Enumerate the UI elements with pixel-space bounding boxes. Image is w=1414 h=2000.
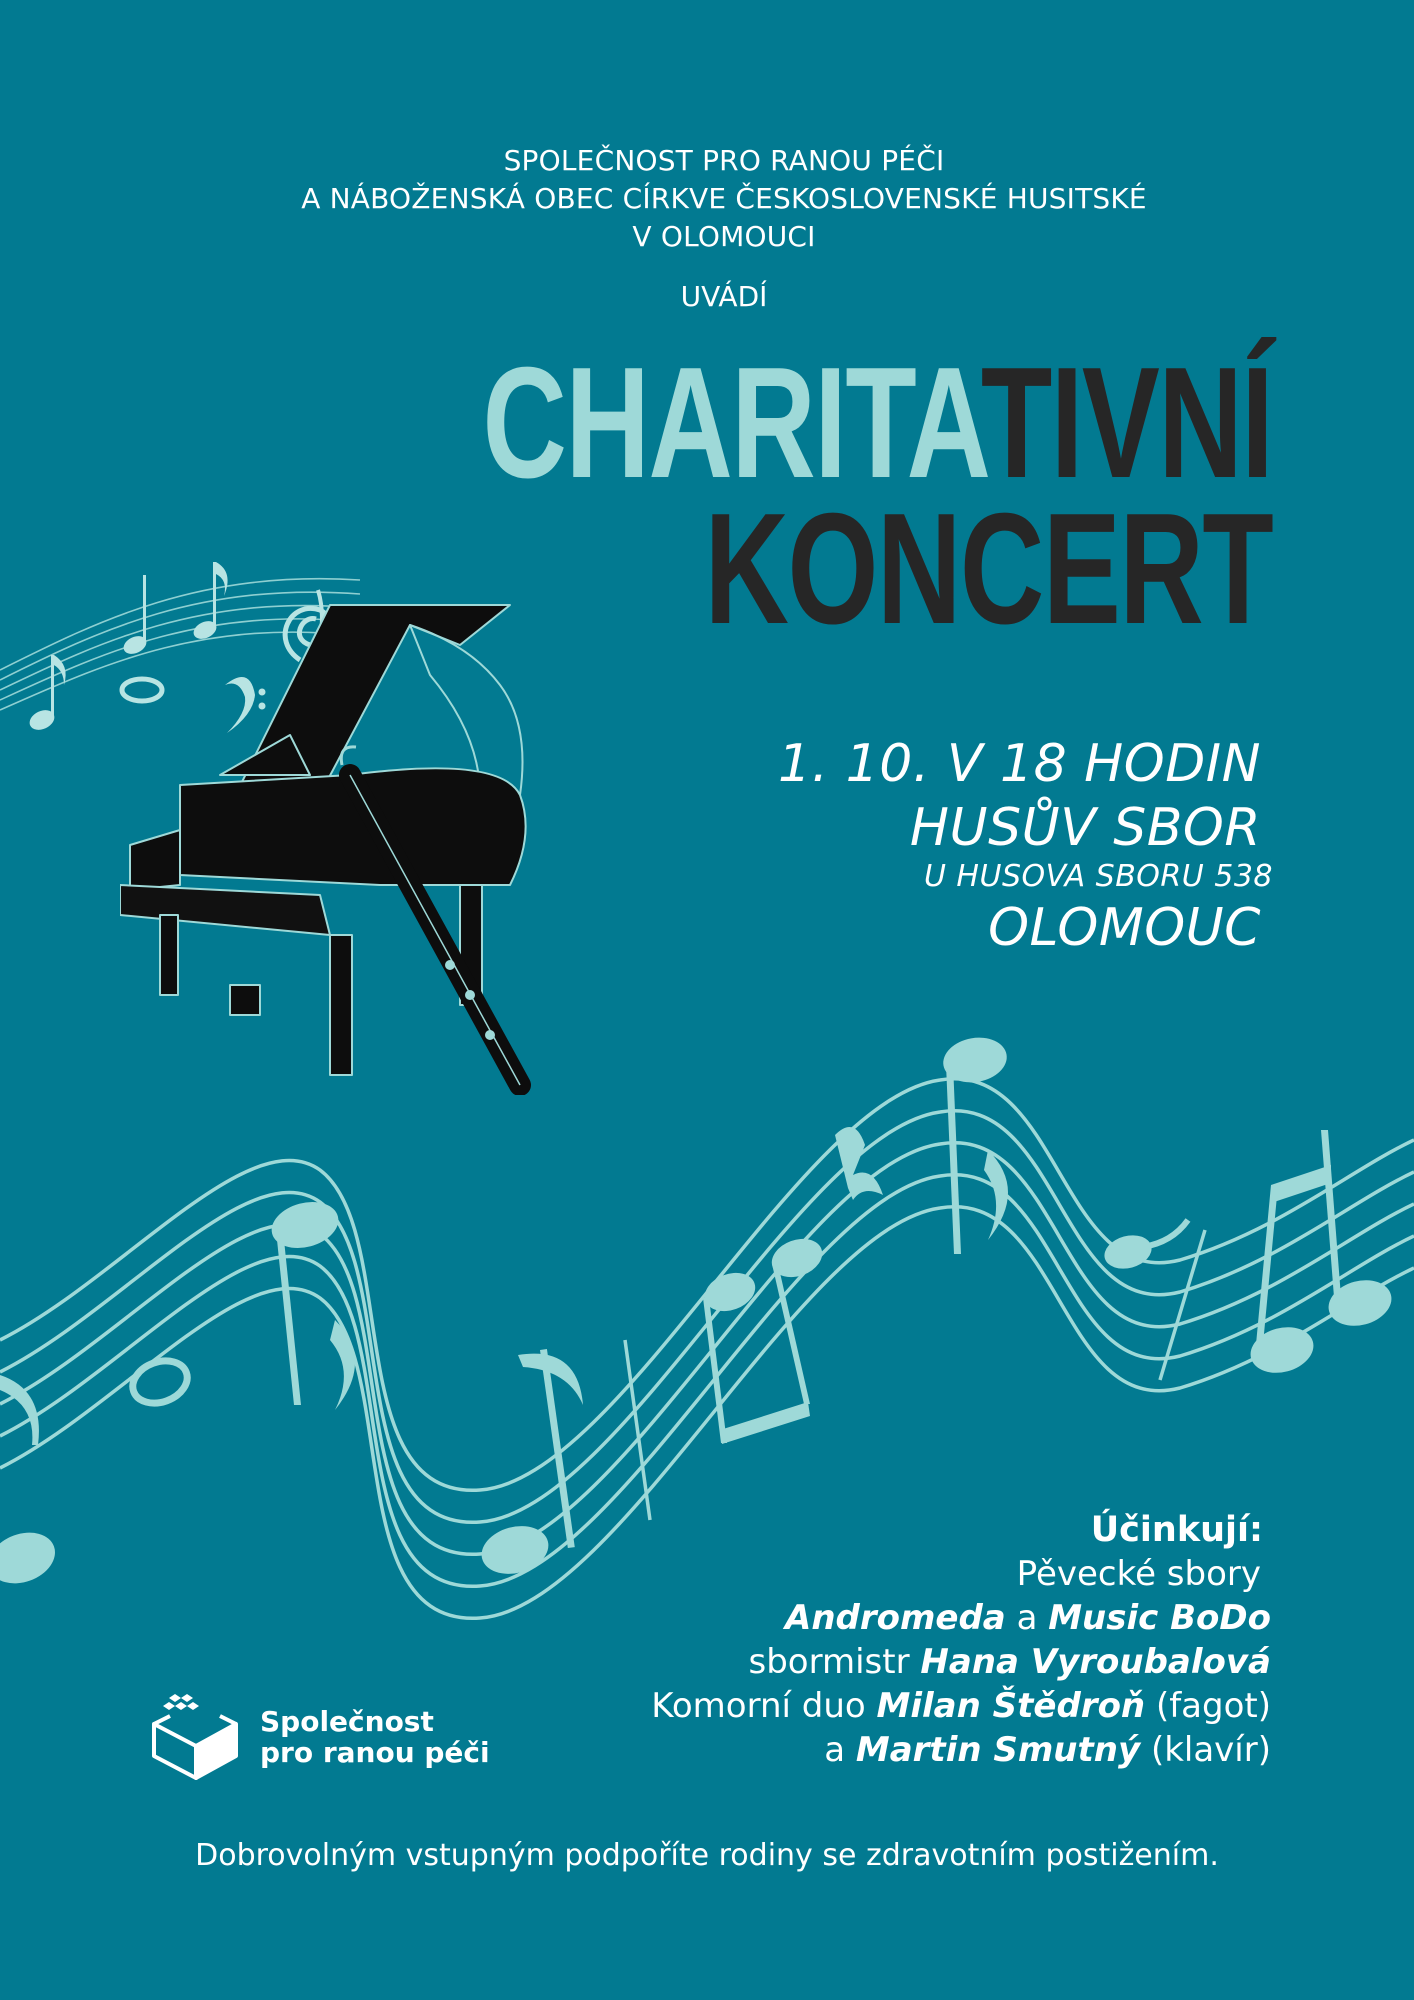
choirs-line bbox=[651, 1596, 1271, 1640]
presents-label: UVÁDÍ bbox=[680, 280, 768, 313]
musician-1: Milan Štědroň bbox=[876, 1686, 1146, 1726]
concert-title bbox=[482, 335, 1272, 657]
instrument-2: (klavír) bbox=[1140, 1730, 1271, 1770]
duo-line bbox=[651, 1684, 1271, 1728]
event-details bbox=[778, 732, 1273, 960]
logo-line-1: Společnost bbox=[260, 1705, 434, 1738]
logo-line-2: pro ranou péči bbox=[260, 1736, 490, 1769]
title-part-dark: TIVNÍ bbox=[980, 335, 1272, 511]
open-box-icon bbox=[150, 1690, 240, 1780]
title-part-light: CHARITA bbox=[482, 335, 981, 511]
piano-and-bassoon-illustration bbox=[120, 585, 550, 1095]
presenter-line-1: SPOLEČNOST PRO RANOU PÉČI bbox=[503, 144, 945, 177]
conductor-line bbox=[651, 1640, 1271, 1684]
event-address: U HUSOVA SBORU 538 bbox=[923, 859, 1273, 894]
choirs-and: a bbox=[1005, 1598, 1049, 1638]
event-datetime: 1. 10. V 18 HODIN bbox=[778, 734, 1261, 794]
instrument-1: (fagot) bbox=[1145, 1686, 1271, 1726]
conductor-label: sbormistr bbox=[748, 1642, 921, 1682]
title-line-2: KONCERT bbox=[704, 481, 1272, 657]
choir-1: Andromeda bbox=[785, 1598, 1006, 1638]
performers-heading: Účinkují: bbox=[1090, 1510, 1263, 1550]
event-city: OLOMOUC bbox=[988, 898, 1261, 958]
choir-2: Music BoDo bbox=[1048, 1598, 1271, 1638]
presenter-line-3: V OLOMOUCI bbox=[632, 220, 816, 253]
logo-text bbox=[260, 1706, 490, 1768]
donation-note: Dobrovolným vstupným podpoříte rodiny se zdravotním postižením. bbox=[195, 1838, 1219, 1873]
duo-and: a bbox=[824, 1730, 856, 1770]
duo-line-2 bbox=[651, 1728, 1271, 1772]
performers-block bbox=[651, 1508, 1271, 1772]
presenter-line-2: A NÁBOŽENSKÁ OBEC CÍRKVE ČESKOSLOVENSKÉ HUSITSKÉ bbox=[301, 182, 1147, 215]
conductor-name: Hana Vyroubalová bbox=[920, 1642, 1271, 1682]
duo-label: Komorní duo bbox=[651, 1686, 877, 1726]
choirs-intro: Pěvecké sbory bbox=[1016, 1554, 1261, 1594]
musician-2: Martin Smutný bbox=[855, 1730, 1141, 1770]
presenters-block bbox=[0, 142, 1414, 256]
event-venue: HUSŮV SBOR bbox=[909, 798, 1261, 858]
organization-logo bbox=[150, 1690, 490, 1790]
